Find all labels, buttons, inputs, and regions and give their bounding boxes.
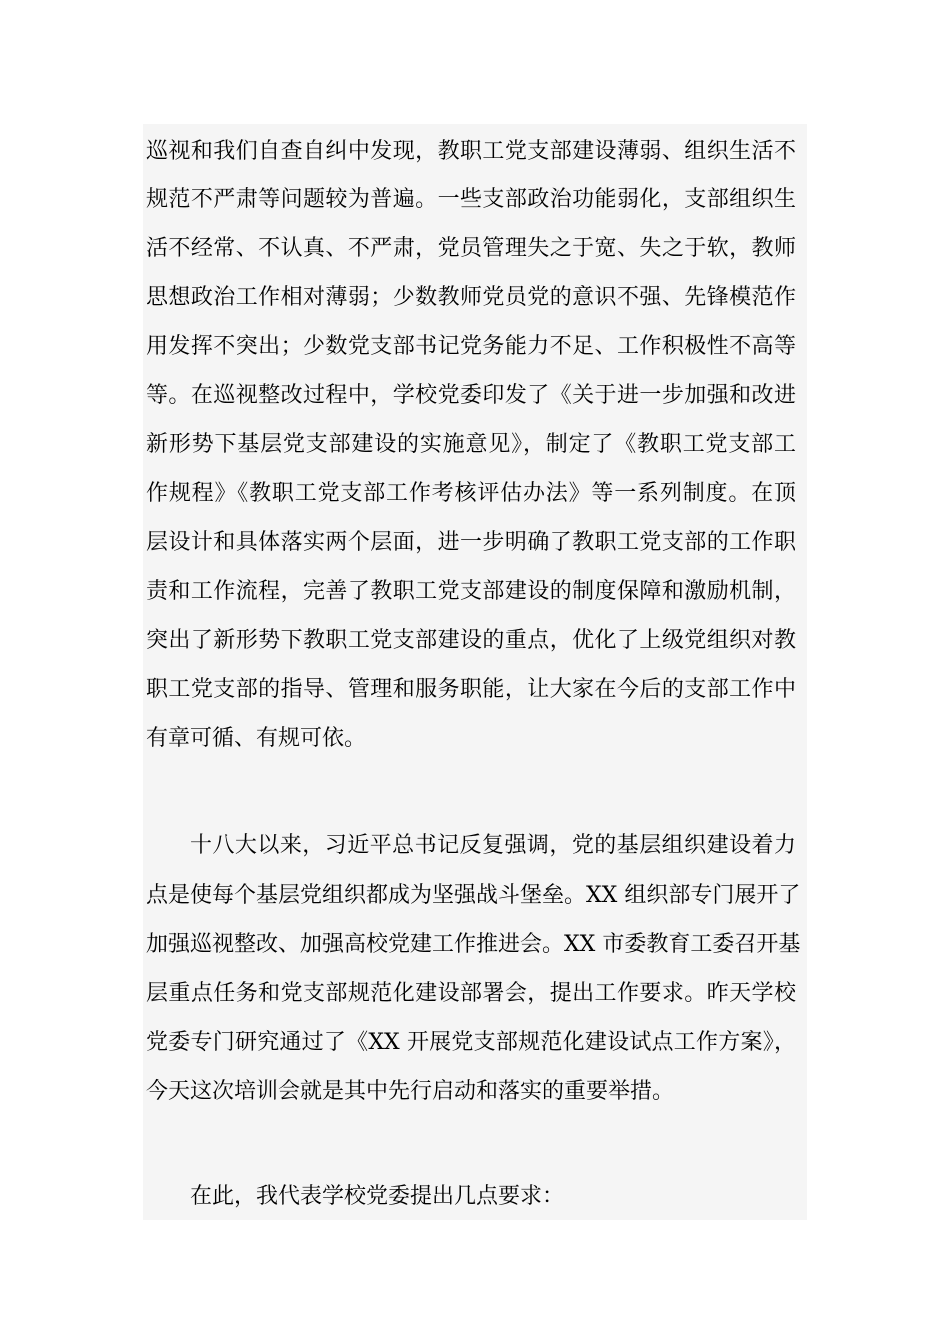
text-line: 责和工作流程，完善了教职工党支部建设的制度保障和激励机制， (146, 579, 796, 604)
text-line: 层设计和具体落实两个层面，进一步明确了教职工党支部的工作职 (146, 530, 796, 555)
text-line: 规范不严肃等问题较为普遍。一些支部政治功能弱化，支部组织生 (146, 187, 796, 212)
text-line: 职工党支部的指导、管理和服务职能，让大家在今后的支部工作中 (146, 677, 796, 702)
text-line: 今天这次培训会就是其中先行启动和落实的重要举措。 (146, 1079, 675, 1104)
text-line: 点是使每个基层党组织都成为坚强战斗堡垒。XX 组织部专门展开了 (146, 883, 801, 908)
text-line: 十八大以来，习近平总书记反复强调，党的基层组织建设着力 (190, 833, 796, 858)
text-line: 思想政治工作相对薄弱；少数教师党员党的意识不强、先锋模范作 (146, 285, 796, 310)
text-line: 活不经常、不认真、不严肃，党员管理失之于宽、失之于软，教师 (146, 236, 796, 261)
text-line: 加强巡视整改、加强高校党建工作推进会。XX 市委教育工委召开基 (146, 932, 801, 957)
text-line: 有章可循、有规可依。 (146, 726, 367, 751)
text-line: 用发挥不突出；少数党支部书记党务能力不足、工作积极性不高等 (146, 334, 796, 359)
text-line: 新形势下基层党支部建设的实施意见》，制定了《教职工党支部工 (146, 432, 796, 457)
text-line: 层重点任务和党支部规范化建设部署会，提出工作要求。昨天学校 (146, 981, 796, 1006)
text-line: 作规程》《教职工党支部工作考核评估办法》等一系列制度。在顶 (146, 481, 796, 506)
text-line: 巡视和我们自查自纠中发现，教职工党支部建设薄弱、组织生活不 (146, 139, 796, 164)
text-line: 在此，我代表学校党委提出几点要求： (190, 1184, 565, 1209)
text-line: 等。在巡视整改过程中，学校党委印发了《关于进一步加强和改进 (146, 383, 796, 408)
text-line: 突出了新形势下教职工党支部建设的重点，优化了上级党组织对教 (146, 628, 796, 653)
text-line: 党委专门研究通过了《XX 开展党支部规范化建设试点工作方案》， (146, 1030, 796, 1055)
